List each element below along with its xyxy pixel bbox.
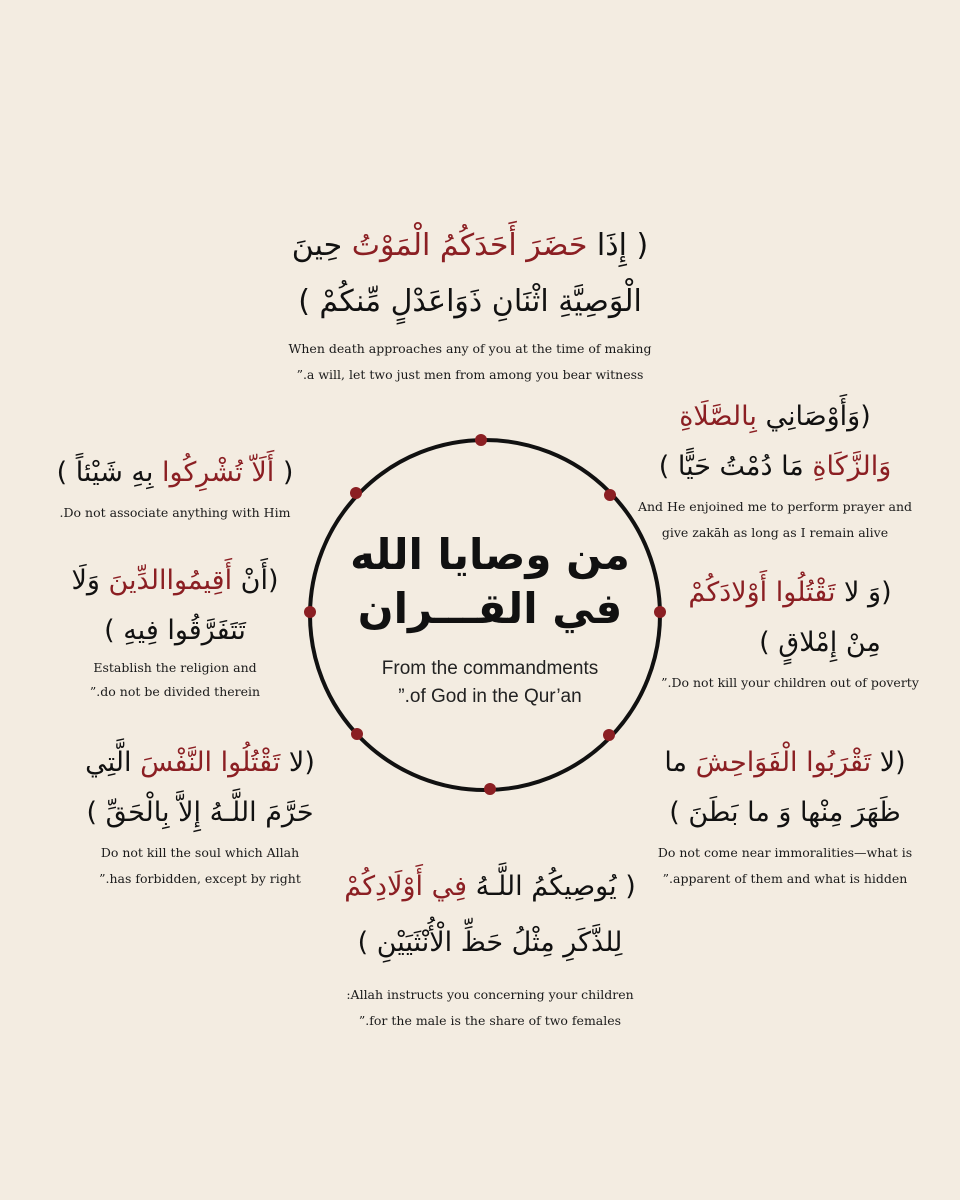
verse-bottom-line1: ( يُوصِيكُمُ اللَّـهُ فِي أَوْلَادِكُمْ [344,871,636,902]
verse-left-2-line1: (أَنْ أَقِيمُواالدِّينَ وَلَا [71,565,279,596]
verse-bottom [300,862,680,1034]
circle-dot-4 [603,729,615,741]
center-title [300,528,680,636]
verse-right-2-translation-1: ”.Do not kill your children out of poverty [661,675,919,690]
verse-left-1 [20,448,330,526]
verse-bottom-translation-2: ”.for the male is the share of two females [358,1013,622,1028]
circle-dot-8 [350,487,362,499]
verse-left-3-line1: (لا تَقْتُلُوا النَّفْسَ الَّتِي [85,747,315,778]
verse-left-3-translation-2: ”.has forbidden, except by right [99,871,301,886]
verse-right-2-line1: (وَ لا تَقْتُلُوا أَوْلادَكُمْ [688,577,892,608]
verse-left-1-translation-1: .Do not associate anything with Him [59,505,291,520]
verse-bottom-translation-1: :Allah instructs you concerning your children [346,987,634,1002]
verse-right-3-translation-2: ”.apparent of them and what is hidden [662,871,908,886]
verse-right-1-line1: (وَأَوْصَانِي بِالصَّلَاةِ [679,401,871,432]
center-title-line1: من وصايا الله [350,530,630,579]
center-subtitle [300,655,680,711]
verse-top [250,218,690,388]
verse-right-3-line1: (لا تَقْرَبُوا الْفَوَاحِشَ ما [664,747,906,778]
center-subtitle-line2: ”.of God in the Qur’an [398,686,582,707]
verse-left-3-line2: حَرَّمَ اللَّـهُ إِلاَّ بِالْحَقِّ ) [86,797,314,828]
circle-dot-2 [604,489,616,501]
verse-left-2-translation-1: Establish the religion and [93,660,257,675]
verse-top-line2: الْوَصِيَّةِ اثْنَانِ ذَوَاعَدْلٍ مِّنكُمْ ) [298,284,642,319]
verse-bottom-line2: لِلذَّكَرِ مِثْلُ حَظِّ الْأُنْثَيَيْنِ ) [357,927,623,958]
center-subtitle-line1: From the commandments [381,658,599,679]
verse-left-1-line1: ( أَلَاّ تُشْرِكُوا بِهِ شَيْئاً ) [56,457,294,488]
verse-left-2-line2: تَتَفَرَّقُوا فِيهِ ) [104,615,246,646]
verse-left-2 [20,556,330,704]
verse-right-1 [625,392,925,546]
verse-top-translation-2: ”.a will, let two just men from among you bear witness [296,367,644,382]
verse-top-translation-1: When death approaches any of you at the time of making [288,341,652,356]
verse-right-1-translation-2: give zakāh as long as I remain alive [661,525,889,540]
verse-right-3-line2: ظَهَرَ مِنْها وَ ما بَطَنَ ) [669,797,901,828]
verse-right-2 [640,568,940,696]
circle-dot-6 [351,728,363,740]
circle-dot-5 [484,783,496,795]
verse-left-3-translation-1: Do not kill the soul which Allah [100,845,300,860]
verse-right-3-translation-1: Do not come near immoralities—what is [657,845,913,860]
verse-right-1-translation-1: And He enjoined me to perform prayer and [637,499,912,514]
verse-top-line1: ( إِذَا حَضَرَ أَحَدَكُمُ الْمَوْتُ حِينَ [291,228,649,263]
verse-right-1-line2: وَالزَّكَاةِ مَا دُمْتُ حَيًّا ) [658,451,892,482]
circle-dot-1 [475,434,487,446]
center-title-line2: في القـــران [357,584,623,633]
verse-right-2-line2: مِنْ إِمْلاقٍ ) [759,627,881,658]
verse-left-2-translation-2: ”.do not be divided therein [89,684,261,699]
